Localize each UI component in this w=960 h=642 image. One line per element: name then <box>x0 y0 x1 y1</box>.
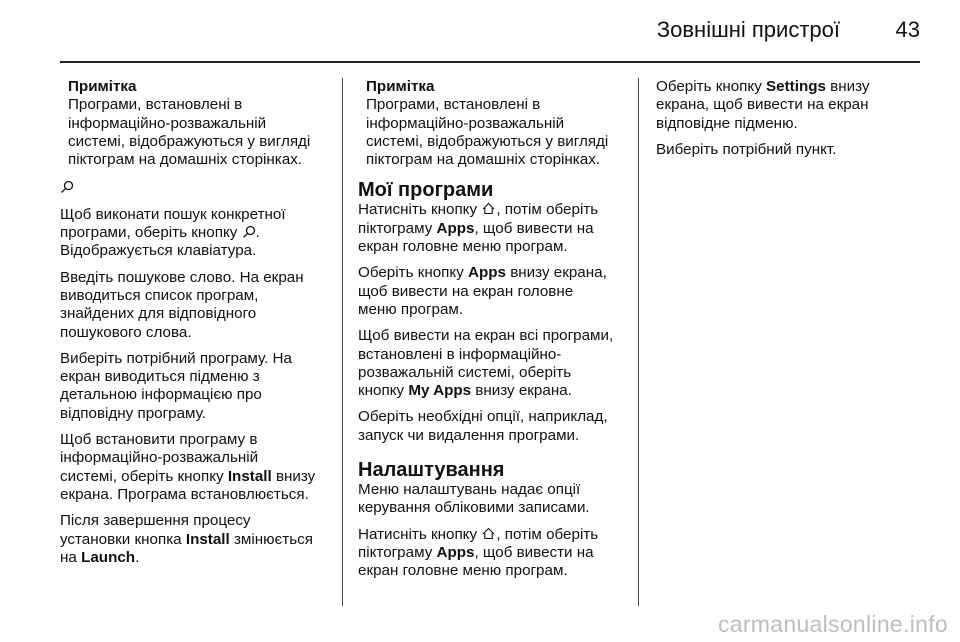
apps-label: Apps <box>436 543 475 561</box>
text-line: Після завершення процесу <box>60 512 251 530</box>
paragraph <box>656 141 924 159</box>
header-divider <box>60 61 920 63</box>
section-heading: Налаштування <box>358 459 505 482</box>
text-line: екран виводиться підменю з <box>60 368 260 386</box>
note-block <box>68 78 328 169</box>
column-divider <box>342 78 343 606</box>
note-line: піктограм на домашніх сторінках. <box>68 151 303 169</box>
note-line: інформаційно-розважальній <box>68 114 267 132</box>
text-fragment: , щоб вивести на <box>474 543 594 561</box>
text-fragment: на <box>60 548 82 566</box>
text-fragment: змінюється <box>229 530 313 548</box>
page-header <box>60 0 920 60</box>
install-label: Install <box>185 530 230 548</box>
column-3 <box>656 78 924 167</box>
text-fragment: внизу екрана. <box>471 382 572 400</box>
text-line: розважальній системі, оберіть <box>358 363 572 381</box>
paragraph <box>358 264 630 319</box>
text-fragment: Оберіть кнопку <box>656 78 767 95</box>
text-line: відповідне підменю. <box>656 114 798 132</box>
text-line: екрана. Програма встановлюється. <box>60 485 309 503</box>
text-line: Щоб встановити програму в <box>60 431 258 449</box>
text-line: екрана, щоб вивести на екран <box>656 96 869 114</box>
paragraph <box>60 431 328 504</box>
text-line: виводиться список програм, <box>60 286 259 304</box>
note-title: Примітка <box>68 78 137 95</box>
text-line: встановлені в інформаційно- <box>358 345 562 363</box>
text-line: Виберіть потрібний програму. На <box>60 349 292 367</box>
text-line: Меню налаштувань надає опції <box>358 481 581 499</box>
text-line: Щоб виконати пошук конкретної <box>60 205 286 223</box>
home-icon <box>481 201 496 216</box>
text-line: Оберіть необхідні опції, наприклад, <box>358 408 608 426</box>
text-line: програми, оберіть кнопку <box>60 224 238 242</box>
text-fragment: піктограму <box>358 219 437 237</box>
search-symbol-para <box>60 179 328 197</box>
settings-label: Settings <box>766 78 826 95</box>
search-icon <box>60 180 74 194</box>
text-fragment: внизу екрана, <box>506 264 607 282</box>
paragraph <box>60 206 328 261</box>
text-fragment: , потім оберіть <box>496 525 599 543</box>
text-line: екран головне меню програм. <box>358 238 568 256</box>
apps-label: Apps <box>468 264 506 282</box>
text-line: пошукового слова. <box>60 323 192 341</box>
page-number: 43 <box>895 17 920 42</box>
text-fragment: системі, оберіть кнопку <box>60 467 228 485</box>
text-line: Виберіть потрібний пункт. <box>656 140 837 158</box>
text-fragment: . <box>255 224 260 242</box>
note-line: Програми, встановлені в <box>68 96 243 114</box>
text-fragment: внизу <box>825 78 870 95</box>
text-fragment: Натисніть кнопку <box>358 525 478 543</box>
text-line: інформаційно-розважальній <box>60 449 259 467</box>
paragraph <box>358 526 630 581</box>
text-fragment: кнопку <box>358 382 409 400</box>
paragraph <box>60 350 328 423</box>
page-title: Зовнішні пристрої <box>656 17 840 42</box>
text-fragment: , щоб вивести на <box>474 219 594 237</box>
launch-label: Launch <box>81 548 136 566</box>
text-line: знайдених для відповідного <box>60 305 257 323</box>
text-fragment: внизу <box>271 467 316 485</box>
paragraph <box>60 269 328 342</box>
column-divider <box>638 78 639 606</box>
text-line: Введіть пошукове слово. На екран <box>60 268 304 286</box>
my-apps-label: My Apps <box>408 382 472 400</box>
note-line: піктограм на домашніх сторінках. <box>366 151 601 169</box>
text-line: керування обліковими записами. <box>358 499 590 517</box>
text-fragment: , потім оберіть <box>496 201 599 219</box>
text-line: відповідну програму. <box>60 404 206 422</box>
text-line: детальною інформацією про <box>60 386 262 404</box>
home-icon <box>481 526 496 541</box>
note-line: Програми, встановлені в <box>366 96 541 114</box>
note-title: Примітка <box>366 78 435 95</box>
paragraph <box>358 481 630 518</box>
text-line: екран головне меню програм. <box>358 562 568 580</box>
note-block <box>366 78 630 169</box>
text-fragment: Натисніть кнопку <box>358 201 478 219</box>
note-line: системі, відображуються у вигляді <box>366 132 609 150</box>
text-line: Щоб вивести на екран всі програми, <box>358 327 614 345</box>
section-heading: Мої програми <box>358 179 494 202</box>
paragraph <box>358 327 630 400</box>
column-2 <box>358 78 630 589</box>
install-label: Install <box>227 467 272 485</box>
text-line: Відображується клавіатура. <box>60 242 257 260</box>
text-line: запуск чи видалення програми. <box>358 426 580 444</box>
note-line: інформаційно-розважальній <box>366 114 565 132</box>
paragraph <box>358 201 630 256</box>
text-line: меню програм. <box>358 300 464 318</box>
column-1 <box>60 78 328 575</box>
text-fragment: . <box>135 548 140 566</box>
text-fragment: установки кнопка <box>60 530 186 548</box>
paragraph <box>358 408 630 445</box>
search-icon <box>242 225 256 239</box>
text-fragment: Оберіть кнопку <box>358 264 469 282</box>
text-fragment: піктограму <box>358 543 437 561</box>
watermark: carmanualsonline.info <box>717 611 948 637</box>
paragraph <box>656 78 924 133</box>
note-line: системі, відображуються у вигляді <box>68 132 311 150</box>
apps-label: Apps <box>436 219 475 237</box>
text-line: щоб вивести на екран головне <box>358 282 574 300</box>
paragraph <box>60 512 328 567</box>
